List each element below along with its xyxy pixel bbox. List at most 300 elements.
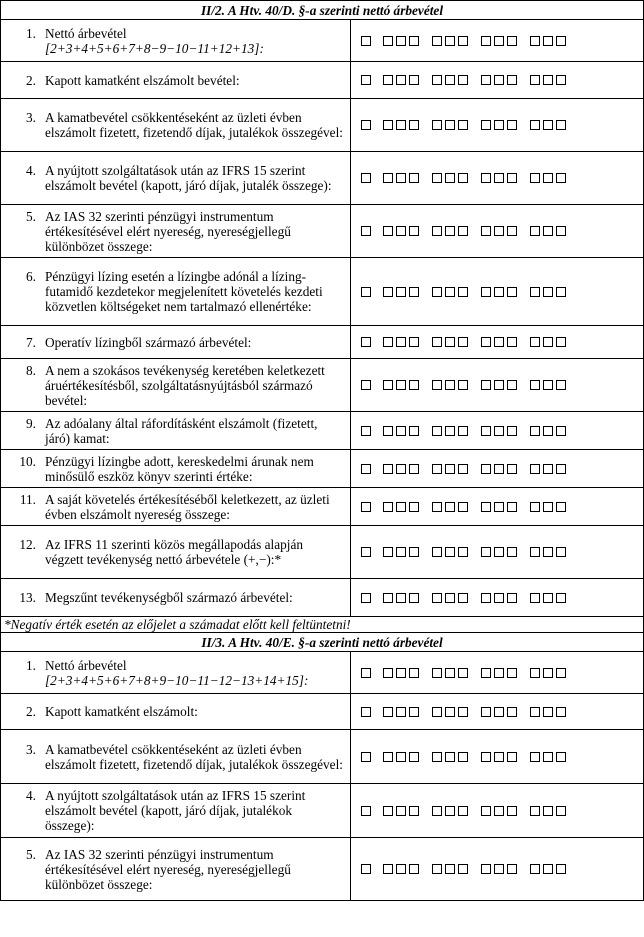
digit-box[interactable] xyxy=(507,173,517,183)
digit-box[interactable] xyxy=(445,380,455,390)
amount-digit-boxes[interactable] xyxy=(361,547,643,557)
digit-group xyxy=(481,464,517,474)
digit-box[interactable] xyxy=(494,36,504,46)
digit-box[interactable] xyxy=(530,752,540,762)
digit-box[interactable] xyxy=(458,173,468,183)
digit-box[interactable] xyxy=(458,547,468,557)
digit-group xyxy=(432,120,468,130)
amount-input-cell xyxy=(351,152,644,205)
digit-box[interactable] xyxy=(458,426,468,436)
digit-box[interactable] xyxy=(445,752,455,762)
digit-box[interactable] xyxy=(409,173,419,183)
digit-box[interactable] xyxy=(481,502,491,512)
digit-box[interactable] xyxy=(530,864,540,874)
digit-group xyxy=(383,502,419,512)
digit-box[interactable] xyxy=(383,226,393,236)
digit-box[interactable] xyxy=(494,864,504,874)
amount-digit-boxes[interactable] xyxy=(361,380,643,390)
digit-box[interactable] xyxy=(432,380,442,390)
digit-box[interactable] xyxy=(396,752,406,762)
sign-digit-box[interactable] xyxy=(361,547,371,557)
digit-box[interactable] xyxy=(432,752,442,762)
digit-box[interactable] xyxy=(481,707,491,717)
digit-group xyxy=(383,864,419,874)
amount-input-cell xyxy=(351,20,644,62)
digit-box[interactable] xyxy=(481,593,491,603)
digit-box[interactable] xyxy=(409,287,419,297)
sign-digit-box[interactable] xyxy=(361,337,371,347)
digit-box[interactable] xyxy=(432,593,442,603)
digit-box[interactable] xyxy=(396,287,406,297)
digit-box[interactable] xyxy=(556,380,566,390)
digit-group xyxy=(432,502,468,512)
digit-box[interactable] xyxy=(530,593,540,603)
digit-box[interactable] xyxy=(530,426,540,436)
digit-box[interactable] xyxy=(409,36,419,46)
digit-box[interactable] xyxy=(481,464,491,474)
digit-box[interactable] xyxy=(507,502,517,512)
digit-box[interactable] xyxy=(481,547,491,557)
sign-digit-box[interactable] xyxy=(361,36,371,46)
digit-group xyxy=(432,426,468,436)
digit-box[interactable] xyxy=(543,707,553,717)
amount-digit-boxes[interactable] xyxy=(361,36,643,46)
digit-box[interactable] xyxy=(396,547,406,557)
row-label-text: Pénzügyi lízingbe adott, kereskedelmi árunak nem minősülő eszköz könyv szerinti értéke: xyxy=(45,453,314,484)
amount-digit-boxes[interactable] xyxy=(361,75,643,85)
digit-box[interactable] xyxy=(481,426,491,436)
digit-box[interactable] xyxy=(556,806,566,816)
digit-box[interactable] xyxy=(543,36,553,46)
amount-digit-boxes[interactable] xyxy=(361,752,643,762)
digit-box[interactable] xyxy=(409,806,419,816)
digit-box[interactable] xyxy=(507,226,517,236)
row-label-text: Az adóalany által ráfordításként elszámolt (fizetett, járó) kamat: xyxy=(45,415,318,446)
digit-box[interactable] xyxy=(458,502,468,512)
digit-box[interactable] xyxy=(507,593,517,603)
digit-box[interactable] xyxy=(383,426,393,436)
digit-box[interactable] xyxy=(445,226,455,236)
digit-box[interactable] xyxy=(530,287,540,297)
digit-box[interactable] xyxy=(556,547,566,557)
digit-box[interactable] xyxy=(530,120,540,130)
digit-box[interactable] xyxy=(409,75,419,85)
digit-box[interactable] xyxy=(383,75,393,85)
digit-box[interactable] xyxy=(494,668,504,678)
digit-box[interactable] xyxy=(481,380,491,390)
digit-box[interactable] xyxy=(494,287,504,297)
digit-box[interactable] xyxy=(383,707,393,717)
digit-box[interactable] xyxy=(409,502,419,512)
digit-box[interactable] xyxy=(383,287,393,297)
row-label-cell xyxy=(1,838,351,901)
digit-group xyxy=(432,752,468,762)
digit-box[interactable] xyxy=(396,75,406,85)
digit-box[interactable] xyxy=(507,464,517,474)
digit-box[interactable] xyxy=(481,120,491,130)
digit-box[interactable] xyxy=(445,75,455,85)
sign-digit-box[interactable] xyxy=(361,593,371,603)
digit-box[interactable] xyxy=(458,806,468,816)
digit-box[interactable] xyxy=(445,120,455,130)
digit-box[interactable] xyxy=(530,707,540,717)
amount-digit-boxes[interactable] xyxy=(361,502,643,512)
amount-input-cell xyxy=(351,488,644,526)
digit-box[interactable] xyxy=(530,75,540,85)
digit-box[interactable] xyxy=(494,337,504,347)
digit-box[interactable] xyxy=(445,668,455,678)
digit-box[interactable] xyxy=(556,464,566,474)
digit-group xyxy=(481,668,517,678)
digit-group xyxy=(481,593,517,603)
digit-box[interactable] xyxy=(432,75,442,85)
digit-box[interactable] xyxy=(494,226,504,236)
digit-box[interactable] xyxy=(383,380,393,390)
sign-digit-box[interactable] xyxy=(361,287,371,297)
digit-box[interactable] xyxy=(432,464,442,474)
row-label-cell xyxy=(1,488,351,526)
digit-box[interactable] xyxy=(383,668,393,678)
digit-box[interactable] xyxy=(507,36,517,46)
digit-box[interactable] xyxy=(445,502,455,512)
digit-box[interactable] xyxy=(543,287,553,297)
digit-box[interactable] xyxy=(432,120,442,130)
sign-digit-box[interactable] xyxy=(361,502,371,512)
sign-digit-box[interactable] xyxy=(361,864,371,874)
digit-box[interactable] xyxy=(409,120,419,130)
row-label xyxy=(45,590,344,605)
digit-box[interactable] xyxy=(543,502,553,512)
digit-box[interactable] xyxy=(458,752,468,762)
digit-box[interactable] xyxy=(432,547,442,557)
digit-box[interactable] xyxy=(409,226,419,236)
digit-box[interactable] xyxy=(530,36,540,46)
digit-box[interactable] xyxy=(396,668,406,678)
row-label-text: A nyújtott szolgáltatások után az IFRS 15 szerint elszámolt bevétel (kapott, járó díjak, jutalék összege): xyxy=(45,163,332,193)
digit-box[interactable] xyxy=(445,593,455,603)
digit-box[interactable] xyxy=(556,120,566,130)
amount-digit-boxes[interactable] xyxy=(361,426,643,436)
digit-box[interactable] xyxy=(481,36,491,46)
amount-digit-boxes[interactable] xyxy=(361,806,643,816)
digit-box[interactable] xyxy=(556,864,566,874)
digit-box[interactable] xyxy=(409,752,419,762)
digit-box[interactable] xyxy=(396,173,406,183)
note-row xyxy=(1,617,644,633)
digit-box[interactable] xyxy=(543,120,553,130)
sign-digit-box[interactable] xyxy=(361,464,371,474)
digit-box[interactable] xyxy=(530,502,540,512)
digit-box[interactable] xyxy=(556,668,566,678)
sign-digit-box[interactable] xyxy=(361,707,371,717)
digit-box[interactable] xyxy=(507,668,517,678)
row-label xyxy=(45,704,344,719)
sign-digit-box[interactable] xyxy=(361,380,371,390)
sign-digit-box[interactable] xyxy=(361,173,371,183)
row-label-text: Operatív lízingből származó árbevétel: xyxy=(45,334,252,350)
digit-box[interactable] xyxy=(507,426,517,436)
digit-box[interactable] xyxy=(481,337,491,347)
digit-box[interactable] xyxy=(543,426,553,436)
amount-digit-boxes[interactable] xyxy=(361,593,643,603)
digit-box[interactable] xyxy=(383,593,393,603)
row-number: 8. xyxy=(26,362,36,378)
digit-box[interactable] xyxy=(543,668,553,678)
digit-box[interactable] xyxy=(494,593,504,603)
digit-box[interactable] xyxy=(530,806,540,816)
amount-input-cell xyxy=(351,652,644,694)
amount-digit-boxes[interactable] xyxy=(361,287,643,297)
digit-box[interactable] xyxy=(445,547,455,557)
digit-box[interactable] xyxy=(458,864,468,874)
digit-box[interactable] xyxy=(494,547,504,557)
amount-digit-boxes[interactable] xyxy=(361,707,643,717)
digit-box[interactable] xyxy=(396,380,406,390)
digit-box[interactable] xyxy=(396,806,406,816)
digit-group xyxy=(432,75,468,85)
digit-box[interactable] xyxy=(432,173,442,183)
digit-box[interactable] xyxy=(494,380,504,390)
digit-box[interactable] xyxy=(481,806,491,816)
amount-input-cell xyxy=(351,99,644,152)
amount-digit-boxes[interactable] xyxy=(361,464,643,474)
amount-digit-boxes[interactable] xyxy=(361,120,643,130)
digit-box[interactable] xyxy=(543,337,553,347)
digit-box[interactable] xyxy=(481,864,491,874)
digit-box[interactable] xyxy=(494,806,504,816)
digit-box[interactable] xyxy=(409,668,419,678)
digit-group xyxy=(383,593,419,603)
digit-box[interactable] xyxy=(507,752,517,762)
digit-box[interactable] xyxy=(383,173,393,183)
digit-box[interactable] xyxy=(396,864,406,874)
digit-box[interactable] xyxy=(445,36,455,46)
digit-box[interactable] xyxy=(494,75,504,85)
digit-box[interactable] xyxy=(409,593,419,603)
digit-box[interactable] xyxy=(409,337,419,347)
sign-digit-box[interactable] xyxy=(361,120,371,130)
digit-box[interactable] xyxy=(409,426,419,436)
digit-box[interactable] xyxy=(432,287,442,297)
digit-box[interactable] xyxy=(396,120,406,130)
row-label-cell xyxy=(1,579,351,617)
amount-input-cell xyxy=(351,412,644,450)
digit-box[interactable] xyxy=(556,173,566,183)
sign-digit-box[interactable] xyxy=(361,668,371,678)
sign-digit-box[interactable] xyxy=(361,75,371,85)
digit-box[interactable] xyxy=(458,464,468,474)
amount-digit-boxes[interactable] xyxy=(361,668,643,678)
digit-box[interactable] xyxy=(543,864,553,874)
digit-box[interactable] xyxy=(458,668,468,678)
digit-box[interactable] xyxy=(396,226,406,236)
digit-box[interactable] xyxy=(396,502,406,512)
digit-box[interactable] xyxy=(396,593,406,603)
digit-box[interactable] xyxy=(556,707,566,717)
digit-box[interactable] xyxy=(396,464,406,474)
digit-box[interactable] xyxy=(530,668,540,678)
sign-digit-box[interactable] xyxy=(361,426,371,436)
digit-box[interactable] xyxy=(481,752,491,762)
digit-box[interactable] xyxy=(556,752,566,762)
digit-group xyxy=(481,75,517,85)
amount-digit-boxes[interactable] xyxy=(361,173,643,183)
digit-box[interactable] xyxy=(383,547,393,557)
digit-box[interactable] xyxy=(530,226,540,236)
digit-box[interactable] xyxy=(383,864,393,874)
digit-box[interactable] xyxy=(507,120,517,130)
digit-box[interactable] xyxy=(432,337,442,347)
digit-box[interactable] xyxy=(556,36,566,46)
digit-box[interactable] xyxy=(507,380,517,390)
digit-box[interactable] xyxy=(458,75,468,85)
digit-box[interactable] xyxy=(507,547,517,557)
digit-box[interactable] xyxy=(383,120,393,130)
digit-box[interactable] xyxy=(507,864,517,874)
amount-digit-boxes[interactable] xyxy=(361,226,643,236)
row-label-cell xyxy=(1,152,351,205)
digit-box[interactable] xyxy=(445,287,455,297)
digit-box[interactable] xyxy=(543,464,553,474)
digit-box[interactable] xyxy=(543,806,553,816)
sign-digit-box[interactable] xyxy=(361,806,371,816)
digit-box[interactable] xyxy=(409,707,419,717)
digit-box[interactable] xyxy=(409,380,419,390)
digit-box[interactable] xyxy=(494,426,504,436)
digit-box[interactable] xyxy=(383,337,393,347)
row-number: 7. xyxy=(26,334,36,350)
digit-group xyxy=(481,120,517,130)
digit-box[interactable] xyxy=(507,75,517,85)
digit-box[interactable] xyxy=(445,173,455,183)
digit-box[interactable] xyxy=(494,752,504,762)
row-label xyxy=(45,163,344,193)
digit-box[interactable] xyxy=(432,864,442,874)
digit-box[interactable] xyxy=(543,173,553,183)
digit-box[interactable] xyxy=(432,36,442,46)
digit-group xyxy=(530,464,566,474)
digit-box[interactable] xyxy=(445,464,455,474)
digit-box[interactable] xyxy=(530,337,540,347)
digit-box[interactable] xyxy=(530,464,540,474)
digit-box[interactable] xyxy=(543,75,553,85)
digit-box[interactable] xyxy=(556,226,566,236)
digit-box[interactable] xyxy=(409,864,419,874)
digit-box[interactable] xyxy=(494,120,504,130)
digit-box[interactable] xyxy=(409,464,419,474)
digit-box[interactable] xyxy=(556,593,566,603)
digit-box[interactable] xyxy=(507,707,517,717)
digit-box[interactable] xyxy=(409,547,419,557)
digit-box[interactable] xyxy=(383,36,393,46)
row-number: 13. xyxy=(19,590,36,605)
digit-box[interactable] xyxy=(556,287,566,297)
row-label-cell xyxy=(1,359,351,412)
digit-box[interactable] xyxy=(432,226,442,236)
digit-box[interactable] xyxy=(396,337,406,347)
sign-digit-box[interactable] xyxy=(361,752,371,762)
digit-box[interactable] xyxy=(556,75,566,85)
digit-box[interactable] xyxy=(543,547,553,557)
digit-box[interactable] xyxy=(458,36,468,46)
digit-group xyxy=(481,337,517,347)
digit-box[interactable] xyxy=(458,120,468,130)
digit-box[interactable] xyxy=(458,287,468,297)
digit-box[interactable] xyxy=(494,173,504,183)
digit-box[interactable] xyxy=(432,502,442,512)
digit-box[interactable] xyxy=(494,464,504,474)
digit-box[interactable] xyxy=(556,426,566,436)
digit-box[interactable] xyxy=(445,426,455,436)
digit-box[interactable] xyxy=(445,806,455,816)
digit-box[interactable] xyxy=(530,173,540,183)
digit-group xyxy=(383,75,419,85)
digit-box[interactable] xyxy=(543,752,553,762)
digit-box[interactable] xyxy=(396,707,406,717)
digit-box[interactable] xyxy=(432,668,442,678)
form-row xyxy=(1,412,644,450)
form-row xyxy=(1,99,644,152)
amount-digit-boxes[interactable] xyxy=(361,864,643,874)
sign-digit-box[interactable] xyxy=(361,226,371,236)
digit-box[interactable] xyxy=(432,806,442,816)
form-row xyxy=(1,838,644,901)
digit-box[interactable] xyxy=(458,226,468,236)
section-title: II/3. A Htv. 40/E. §-a szerinti nettó árbevétel xyxy=(1,633,644,652)
digit-box[interactable] xyxy=(530,547,540,557)
row-number: 11. xyxy=(19,491,36,507)
digit-box[interactable] xyxy=(458,337,468,347)
amount-digit-boxes[interactable] xyxy=(361,337,643,347)
digit-box[interactable] xyxy=(481,75,491,85)
digit-box[interactable] xyxy=(507,287,517,297)
digit-box[interactable] xyxy=(530,380,540,390)
digit-box[interactable] xyxy=(494,707,504,717)
digit-box[interactable] xyxy=(383,464,393,474)
digit-box[interactable] xyxy=(383,806,393,816)
row-number: 4. xyxy=(26,788,36,803)
digit-box[interactable] xyxy=(458,380,468,390)
row-label xyxy=(45,788,344,833)
digit-box[interactable] xyxy=(458,707,468,717)
digit-box[interactable] xyxy=(556,337,566,347)
digit-box[interactable] xyxy=(432,426,442,436)
digit-group xyxy=(481,707,517,717)
digit-box[interactable] xyxy=(445,707,455,717)
digit-box[interactable] xyxy=(383,752,393,762)
digit-box[interactable] xyxy=(383,502,393,512)
digit-box[interactable] xyxy=(543,226,553,236)
digit-box[interactable] xyxy=(445,864,455,874)
row-label-cell xyxy=(1,450,351,488)
digit-box[interactable] xyxy=(481,173,491,183)
digit-box[interactable] xyxy=(481,668,491,678)
digit-box[interactable] xyxy=(543,380,553,390)
digit-box[interactable] xyxy=(507,806,517,816)
digit-box[interactable] xyxy=(396,426,406,436)
digit-box[interactable] xyxy=(543,593,553,603)
digit-box[interactable] xyxy=(494,502,504,512)
digit-box[interactable] xyxy=(481,226,491,236)
digit-box[interactable] xyxy=(396,36,406,46)
digit-box[interactable] xyxy=(481,287,491,297)
digit-box[interactable] xyxy=(458,593,468,603)
row-label-cell xyxy=(1,694,351,730)
digit-box[interactable] xyxy=(432,707,442,717)
digit-box[interactable] xyxy=(445,337,455,347)
digit-box[interactable] xyxy=(507,337,517,347)
digit-box[interactable] xyxy=(556,502,566,512)
